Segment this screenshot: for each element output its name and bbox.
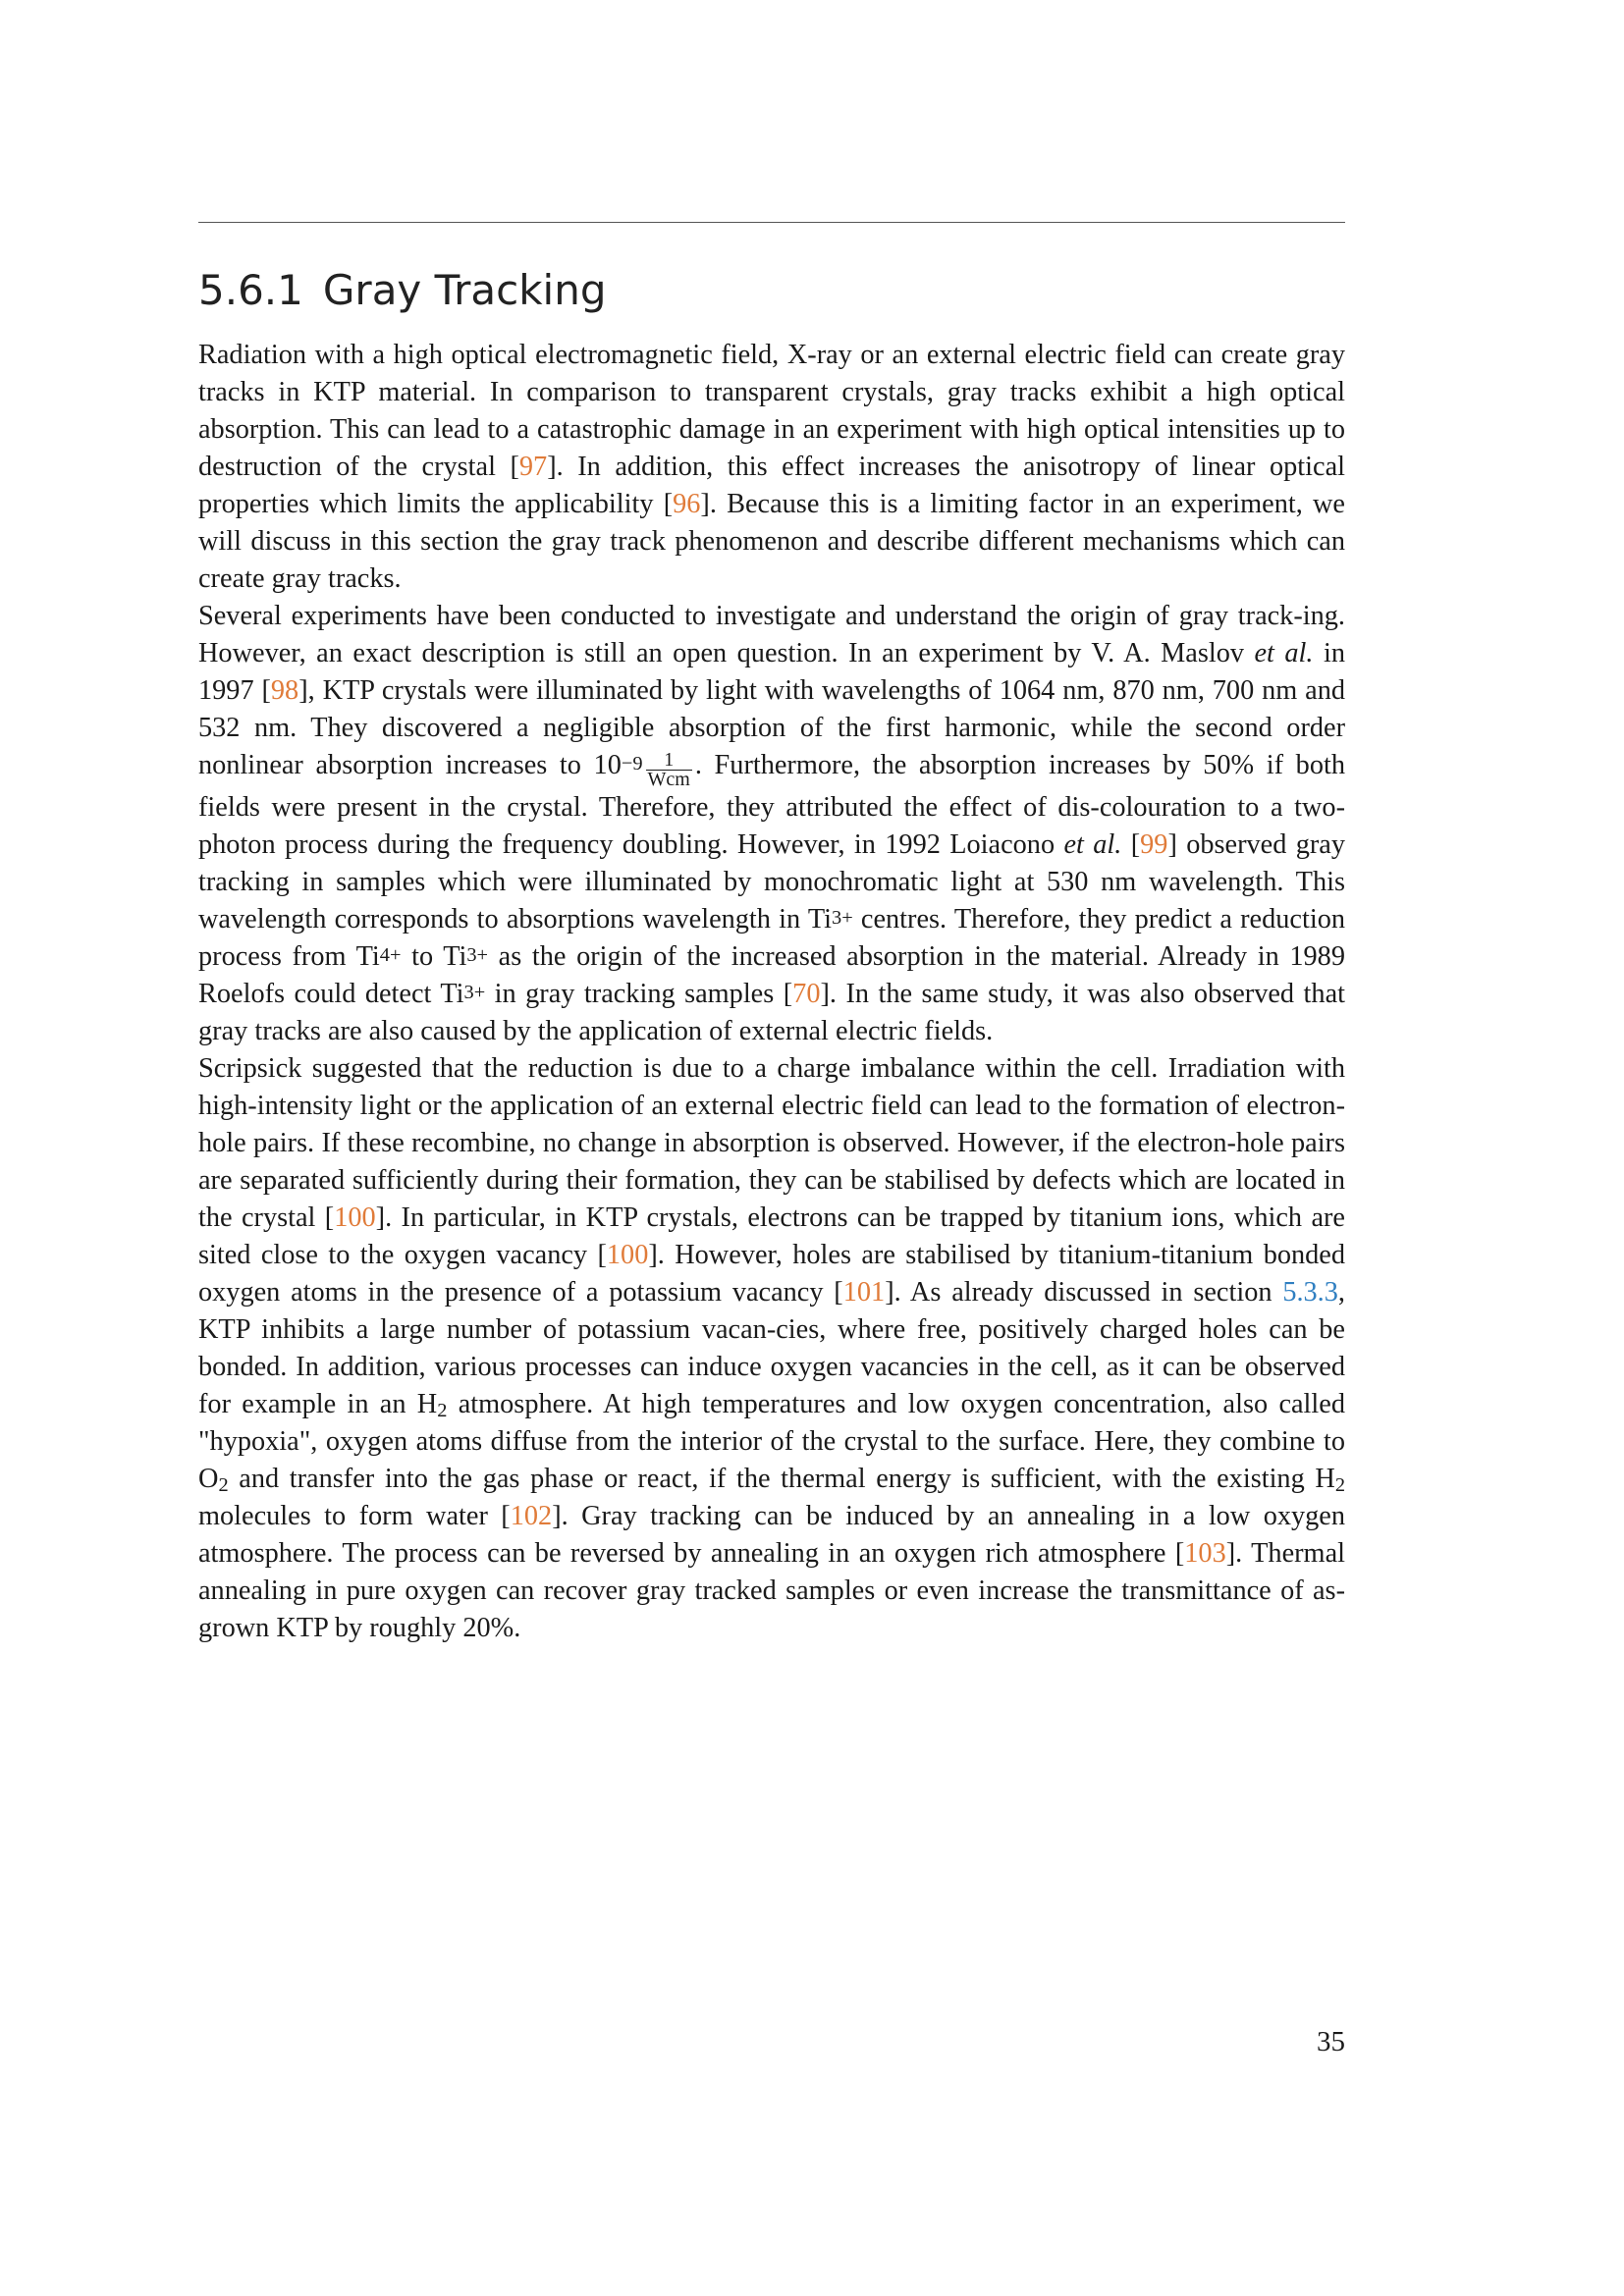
text-run: ]. Because this is a limiting factor in an experiment, we will discuss in this section the gray track phenomenon and describe different mechanisms which can create gray tracks.: [198, 489, 1345, 594]
paragraph-3: [198, 1050, 1345, 1647]
paragraph-1: [198, 337, 1345, 598]
text-run: ], KTP crystals were illuminated by light with wavelengths of 1064 nm, 870 nm, 700 nm and 532 nm. They discovered a negligible absorption of the first harmonic, while the second order nonlinear absorption increases to 10: [198, 675, 1346, 780]
superscript: 3+: [463, 981, 486, 1003]
citation-link[interactable]: 99: [1140, 829, 1168, 860]
fraction-denominator: Wcm: [647, 769, 690, 790]
paragraph-2: [198, 598, 1345, 1050]
superscript: 3+: [466, 943, 489, 966]
text-run: , KTP inhibits a large number of potassium vacan-cies, where free, positively charged holes can be bonded. In addition, various processes can induce oxygen vacancies in the cell, as it can be observed for example in an H: [198, 1277, 1345, 1419]
text-run: . Furthermore, the absorption increases by 50% if both fields were present in the crystal. Therefore, they attributed the effect of dis-colouration to a two-photon process during the frequency doubling. However, in 1992 Loiacono: [198, 750, 1345, 860]
citation-link[interactable]: 97: [518, 452, 548, 482]
fraction: [646, 751, 692, 789]
text-run: ]. In particular, in KTP crystals, electrons can be trapped by titanium ions, which are sited close to the oxygen vacancy [: [198, 1202, 1345, 1270]
header-rule: [198, 222, 1345, 223]
text-run: ]. Gray tracking can be induced by an annealing in a low oxygen atmosphere. The process can be reversed by annealing in an oxygen rich atmosphere [: [198, 1501, 1345, 1569]
citation-link[interactable]: 101: [842, 1277, 886, 1308]
text-run: Scripsick suggested that the reduction is due to a charge imbalance within the cell. Irradiation with high-intensity light or the application of an external electric field can lead to the formation of electron-hole pairs. If these recombine, no change in absorption is observed. However, if the electron-hole pairs are separated sufficiently during their formation, they can be stabilised by defects which are located in the crystal [: [198, 1053, 1345, 1233]
text-run: ]. However, holes are stabilised by titanium-titanium bonded oxygen atoms in the presence of a potassium vacancy [: [198, 1240, 1345, 1308]
text-run: and transfer into the gas phase or react, if the thermal energy is sufficient, with the existing H: [228, 1464, 1335, 1494]
text-run: as the origin of the increased absorption in the material. Already in 1989 Roelofs could detect Ti: [198, 941, 1345, 1009]
text-run: ]. In addition, this effect increases the anisotropy of linear optical properties which limits the applicability [: [198, 452, 1345, 519]
section-heading: [198, 263, 606, 318]
section-title: Gray Tracking: [322, 266, 607, 314]
superscript: 4+: [379, 943, 402, 966]
text-run: [: [1121, 829, 1141, 860]
text-run: in 1997 [: [198, 638, 1345, 706]
section-cross-reference-link[interactable]: 5.3.3: [1282, 1277, 1338, 1308]
text-run: ]. As already discussed in section: [885, 1277, 1283, 1308]
text-run: to Ti: [401, 941, 467, 972]
subscript: 2: [1334, 1474, 1345, 1497]
text-run: Radiation with a high optical electromagnetic field, X-ray or an external electric field can create gray tracks in KTP material. In comparison to transparent crystals, gray tracks exhibit a high optical absorption. This can lead to a catastrophic damage in an experiment with high optical intensities up to destruction of the crystal [: [198, 340, 1345, 482]
text-run: in gray tracking samples [: [485, 979, 793, 1009]
citation-link[interactable]: 96: [673, 489, 701, 519]
text-run: ] observed gray tracking in samples which were illuminated by monochromatic light at 530 nm wavelength. This wavelength corresponds to absorptions wavelength in Ti: [198, 829, 1346, 934]
text-run: atmosphere. At high temperatures and low oxygen concentration, also called "hypoxia", oxygen atoms diffuse from the interior of the crystal to the surface. Here, they combine to O: [198, 1389, 1345, 1494]
citation-link[interactable]: 102: [510, 1501, 553, 1531]
citation-link[interactable]: 100: [334, 1202, 376, 1233]
fraction-numerator: 1: [646, 751, 692, 771]
subscript: 2: [218, 1474, 229, 1497]
text-run: Several experiments have been conducted to investigate and understand the origin of gray track-ing. However, an exact description is still an open question. In an experiment by V. A. Maslov: [198, 601, 1345, 668]
section-number: 5.6.1: [198, 266, 303, 314]
citation-link[interactable]: 100: [606, 1240, 649, 1270]
italic-text: et al.: [1063, 829, 1122, 860]
italic-text: et al.: [1254, 638, 1314, 668]
citation-link[interactable]: 98: [270, 675, 299, 706]
superscript: 3+: [832, 906, 853, 929]
exponent: −9: [621, 752, 643, 774]
body-text: [198, 337, 1345, 1647]
text-run: ]. In the same study, it was also observed that gray tracks are also caused by the application of external electric fields.: [198, 979, 1345, 1046]
text-run: centres. Therefore, they predict a reduction process from Ti: [198, 904, 1345, 972]
text-run: ]. Thermal annealing in pure oxygen can recover gray tracked samples or even increase the transmittance of as-grown KTP by roughly 20%.: [198, 1538, 1345, 1643]
citation-link[interactable]: 70: [792, 979, 821, 1009]
subscript: 2: [437, 1400, 448, 1422]
citation-link[interactable]: 103: [1184, 1538, 1226, 1569]
text-run: molecules to form water [: [198, 1501, 511, 1531]
page-number: 35: [1317, 2026, 1345, 2057]
